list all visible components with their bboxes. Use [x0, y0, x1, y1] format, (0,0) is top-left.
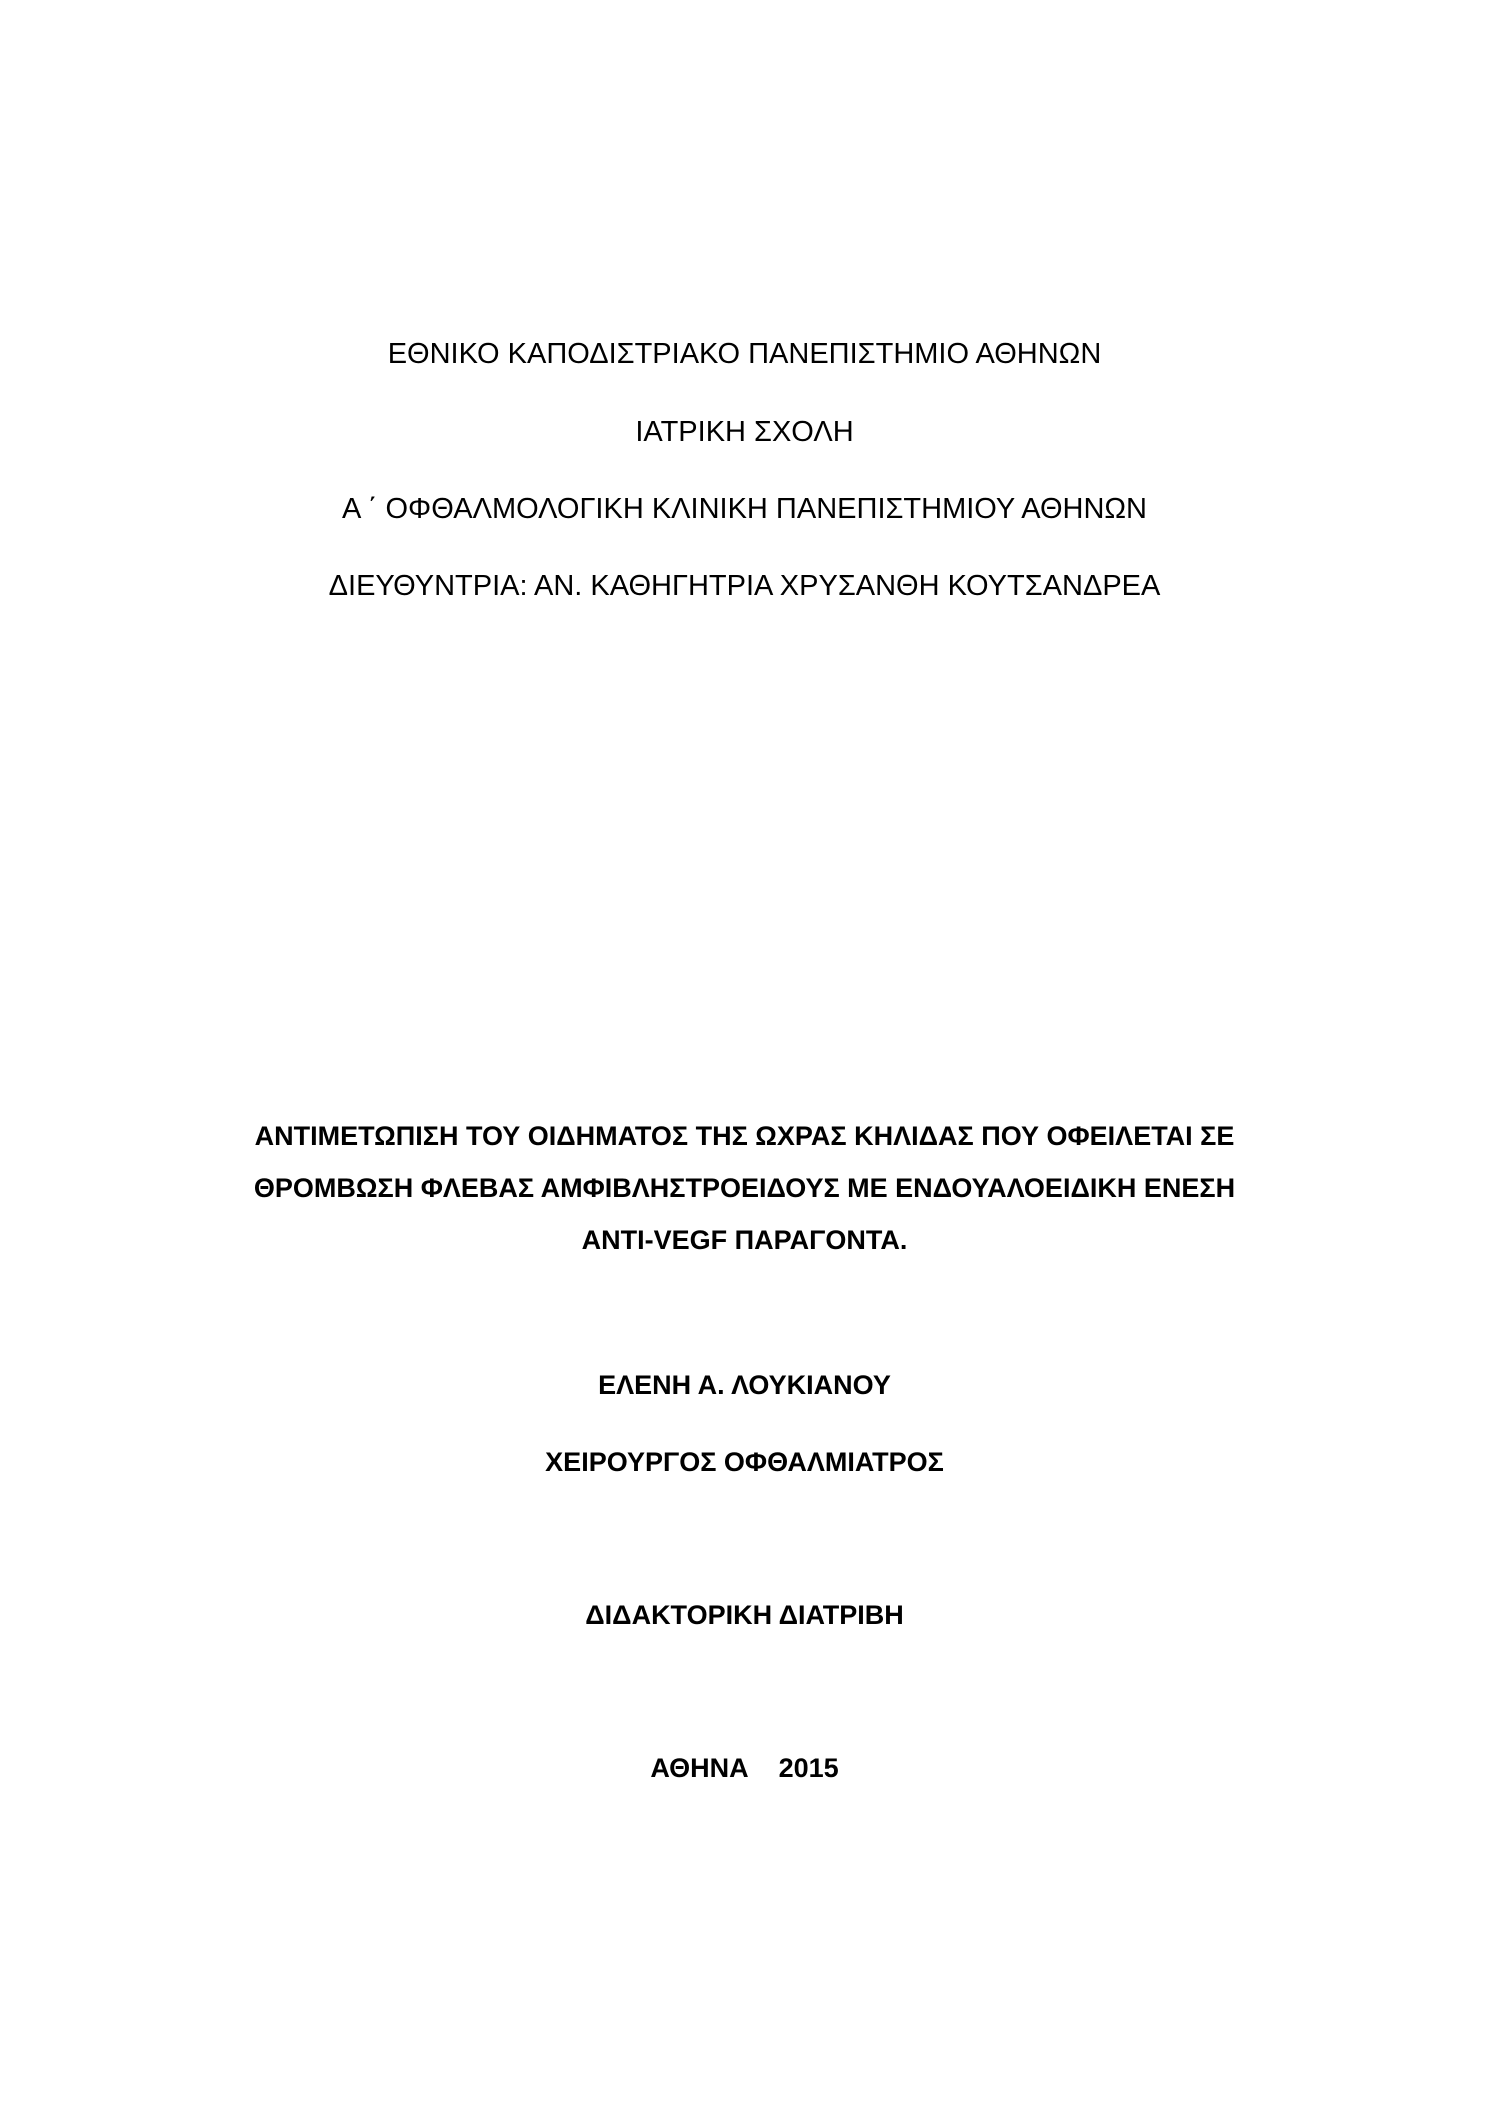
place-year: ΑΘΗΝΑ 2015 [650, 1753, 839, 1783]
author-role: ΧΕΙΡΟΥΡΓΟΣ ΟΦΘΑΛΜΙΑΤΡΟΣ [545, 1447, 944, 1477]
thesis-title-line-1: ΑΝΤΙΜΕΤΩΠΙΣΗ ΤΟΥ ΟΙΔΗΜΑΤΟΣ ΤΗΣ ΩΧΡΑΣ ΚΗΛΙΔΑΣ ΠΟΥ ΟΦΕΙΛΕΤΑΙ ΣΕ [254, 1121, 1235, 1151]
clinic-name: Α ΄ ΟΦΘΑΛΜΟΛΟΓΙΚΗ ΚΛΙΝΙΚΗ ΠΑΝΕΠΙΣΤΗΜΙΟΥ ΑΘΗΝΩΝ [341, 493, 1148, 525]
school-name: ΙΑΤΡΙΚΗ ΣΧΟΛΗ [635, 416, 854, 448]
thesis-title-line-2: ΘΡΟΜΒΩΣΗ ΦΛΕΒΑΣ ΑΜΦΙΒΛΗΣΤΡΟΕΙΔΟΥΣ ΜΕ ΕΝΔΟΥΑΛΟΕΙΔΙΚΗ ΕΝΕΣΗ [253, 1173, 1236, 1203]
university-name: ΕΘΝΙΚΟ ΚΑΠΟΔΙΣΤΡΙΑΚΟ ΠΑΝΕΠΙΣΤΗΜΙΟ ΑΘΗΝΩΝ [387, 338, 1102, 370]
document-type: ΔΙΔΑΚΤΟΡΙΚΗ ΔΙΑΤΡΙΒΗ [585, 1600, 904, 1630]
thesis-title-line-3: ANTI-VEGF ΠΑΡΑΓΟΝΤΑ. [581, 1225, 908, 1255]
director-line: ΔΙΕΥΘΥΝΤΡΙΑ: ΑΝ. ΚΑΘΗΓΗΤΡΙΑ ΧΡΥΣΑΝΘΗ ΚΟΥΤΣΑΝΔΡΕΑ [328, 570, 1161, 602]
thesis-title [0, 1110, 1489, 1266]
author-name: ΕΛΕΝΗ Α. ΛΟΥΚΙΑΝΟΥ [598, 1370, 891, 1400]
